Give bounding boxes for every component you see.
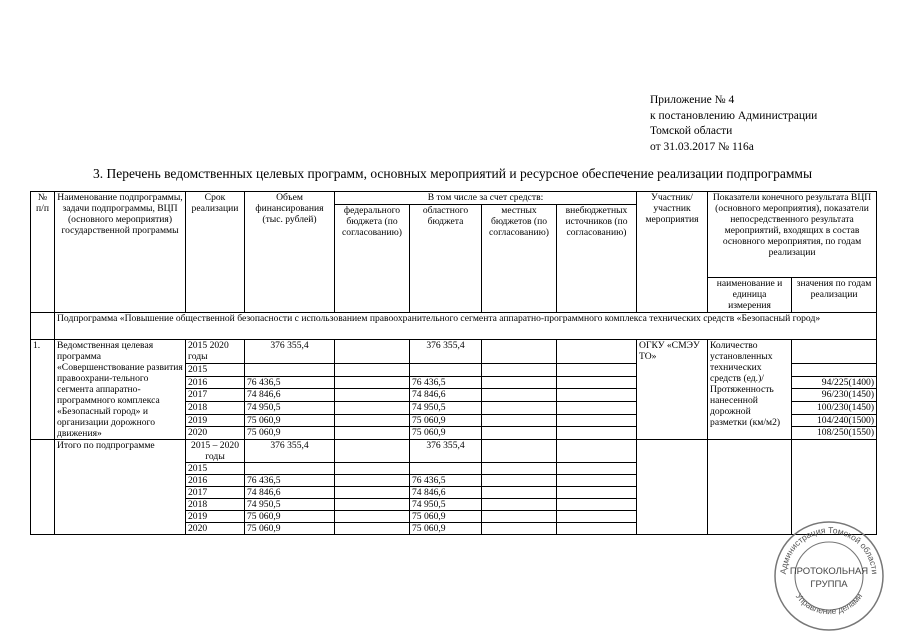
regional-cell: 74 846,6 bbox=[410, 389, 482, 402]
volume-cell bbox=[245, 463, 335, 475]
period-cell: 2020 bbox=[186, 427, 245, 440]
regional-cell: 76 436,5 bbox=[410, 376, 482, 389]
period-cell: 2015 2020 годы bbox=[186, 340, 245, 364]
value-cell bbox=[792, 340, 877, 364]
header-values: значения по годам реализации bbox=[792, 278, 877, 313]
volume-cell: 74 846,6 bbox=[245, 487, 335, 499]
header-federal: федерального бюджета (по согласованию) bbox=[335, 205, 410, 313]
total-label: Итого по подпрограмме bbox=[55, 440, 186, 535]
regional-cell: 75 060,9 bbox=[410, 427, 482, 440]
header-including: В том числе за счет средств: bbox=[335, 192, 637, 205]
program-table bbox=[30, 191, 877, 535]
appendix-block bbox=[650, 93, 817, 155]
stamp-center-line2: ГРУППА bbox=[810, 579, 848, 590]
period-cell: 2017 bbox=[186, 389, 245, 402]
volume-cell: 75 060,9 bbox=[245, 511, 335, 523]
participant-cell: ОГКУ «СМЭУ ТО» bbox=[637, 340, 708, 440]
volume-cell bbox=[245, 364, 335, 377]
period-cell: 2020 bbox=[186, 523, 245, 535]
header-period: Срок реализации bbox=[186, 192, 245, 313]
period-cell: 2016 bbox=[186, 376, 245, 389]
header-regional: областного бюджета bbox=[410, 205, 482, 313]
regional-cell: 376 355,4 bbox=[410, 340, 482, 364]
volume-cell: 74 950,5 bbox=[245, 402, 335, 415]
value-cell: 108/250(1550) bbox=[792, 427, 877, 440]
volume-cell: 76 436,5 bbox=[245, 475, 335, 487]
period-cell: 2018 bbox=[186, 402, 245, 415]
regional-cell bbox=[410, 364, 482, 377]
regional-cell: 75 060,9 bbox=[410, 523, 482, 535]
table-row bbox=[31, 440, 877, 463]
period-cell: 2015 bbox=[186, 364, 245, 377]
regional-cell: 376 355,4 bbox=[410, 440, 482, 463]
volume-cell: 376 355,4 bbox=[245, 440, 335, 463]
period-cell: 2019 bbox=[186, 414, 245, 427]
period-cell: 2015 bbox=[186, 463, 245, 475]
document-title: 3. Перечень ведомственных целевых программ, основных мероприятий и ресурсное обеспечение реализации подпрограммы bbox=[92, 166, 813, 181]
stamp-bottom-text: Управление делами bbox=[793, 591, 865, 617]
period-cell: 2019 bbox=[186, 511, 245, 523]
value-cell bbox=[792, 364, 877, 377]
regional-cell: 75 060,9 bbox=[410, 511, 482, 523]
appendix-line: Томской области bbox=[650, 125, 733, 137]
header-num: № п/п bbox=[31, 192, 55, 313]
header-extra: внебюджетных источников (по согласованию) bbox=[557, 205, 637, 313]
volume-cell: 75 060,9 bbox=[245, 427, 335, 440]
regional-cell: 74 846,6 bbox=[410, 487, 482, 499]
header-local: местных бюджетов (по согласованию) bbox=[482, 205, 557, 313]
volume-cell: 76 436,5 bbox=[245, 376, 335, 389]
regional-cell: 74 950,5 bbox=[410, 402, 482, 415]
period-cell: 2016 bbox=[186, 475, 245, 487]
volume-cell: 75 060,9 bbox=[245, 414, 335, 427]
regional-cell: 74 950,5 bbox=[410, 499, 482, 511]
value-cell: 96/230(1450) bbox=[792, 389, 877, 402]
regional-cell: 75 060,9 bbox=[410, 414, 482, 427]
indicator-name: Количество установленных технических средств (ед.)/ Протяженность нанесенной дорожной разметки (км/м2) bbox=[708, 340, 792, 440]
header-unit: наименование и единица измерения bbox=[708, 278, 792, 313]
regional-cell bbox=[410, 463, 482, 475]
volume-cell: 75 060,9 bbox=[245, 523, 335, 535]
period-cell: 2015 – 2020 годы bbox=[186, 440, 245, 463]
header-name: Наименование подпрограммы, задачи подпрограммы, ВЦП (основного мероприятия) государственной программы bbox=[55, 192, 186, 313]
volume-cell: 74 950,5 bbox=[245, 499, 335, 511]
row-number: 1. bbox=[31, 340, 55, 440]
header-indicators: Показатели конечного результата ВЦП (основного мероприятия), показатели непосредственного результата мероприятий, входящих в состав основного мероприятия, по годам реализации bbox=[708, 192, 877, 278]
stamp-center-line1: ПРОТОКОЛЬНАЯ bbox=[789, 566, 869, 577]
subprogram-title: Подпрограмма «Повышение общественной безопасности с использованием правоохранительного сегмента аппаратно-программного комплекса технических средств «Безопасный город» bbox=[55, 313, 877, 340]
appendix-line: Приложение № 4 bbox=[650, 94, 735, 106]
period-cell: 2017 bbox=[186, 487, 245, 499]
period-cell: 2018 bbox=[186, 499, 245, 511]
appendix-line: от 31.03.2017 № 116а bbox=[650, 140, 754, 153]
volume-cell: 376 355,4 bbox=[245, 340, 335, 364]
header-volume: Объем финансирования (тыс. рублей) bbox=[245, 192, 335, 313]
value-cell: 100/230(1450) bbox=[792, 402, 877, 415]
table-row bbox=[31, 340, 877, 364]
program-name: Ведомственная целевая программа «Совершенствование развития правоохрани-тельного сегмента аппаратно-программного комплекса «Безопасный город» и организации дорожного движения» bbox=[55, 340, 186, 440]
header-participant: Участник/ участник мероприятия bbox=[637, 192, 708, 313]
stamp-top-text: Администрация Томской области bbox=[777, 524, 881, 575]
volume-cell: 74 846,6 bbox=[245, 389, 335, 402]
appendix-line: к постановлению Администрации bbox=[650, 109, 818, 122]
regional-cell: 76 436,5 bbox=[410, 475, 482, 487]
value-cell: 94/225(1400) bbox=[792, 376, 877, 389]
svg-text:Управление делами bbox=[794, 591, 865, 616]
value-cell: 104/240(1500) bbox=[792, 414, 877, 427]
stamp-seal bbox=[772, 519, 886, 633]
